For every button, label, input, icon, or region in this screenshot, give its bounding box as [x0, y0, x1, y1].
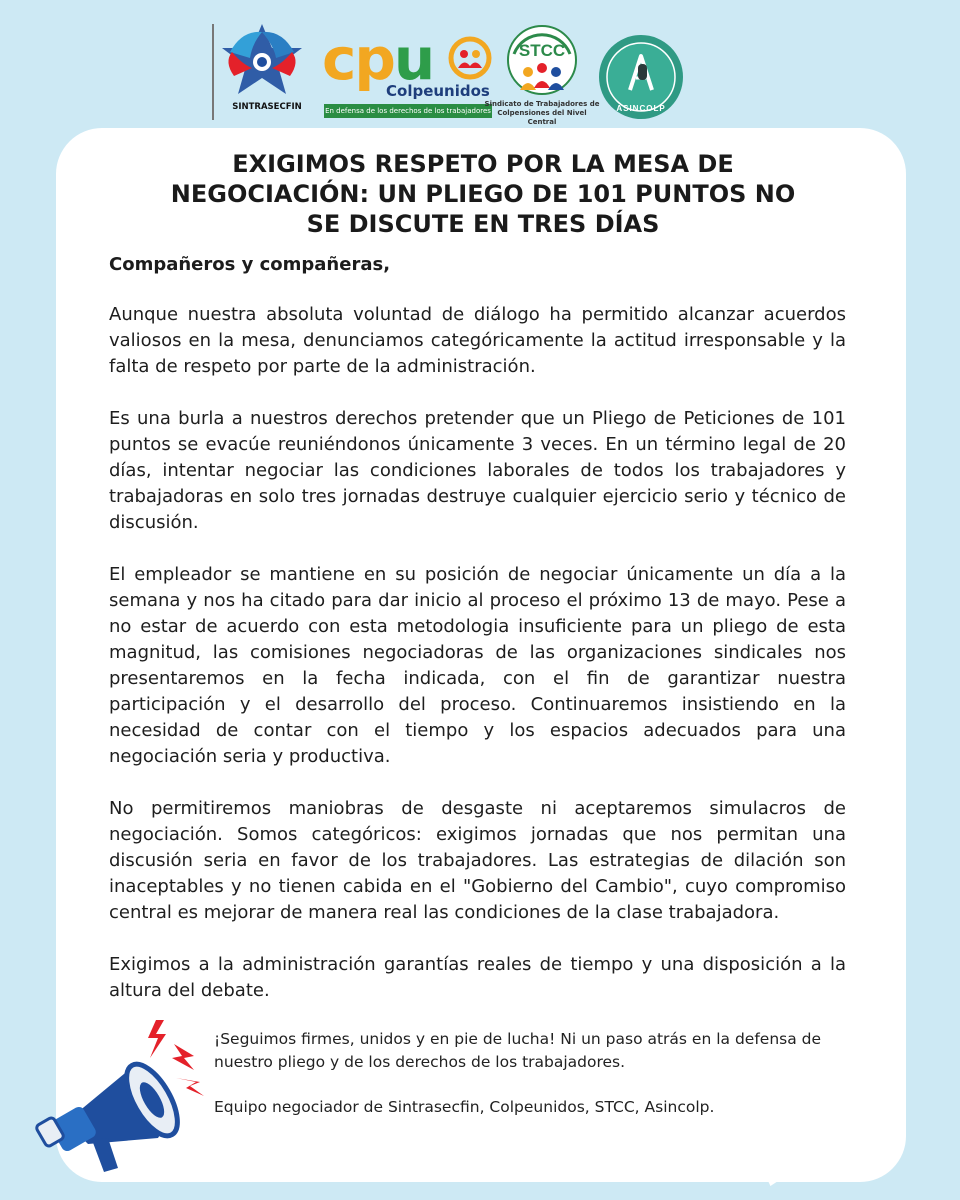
stcc-caption-line2: Colpensiones del Nivel Central — [497, 109, 587, 126]
stcc-caption — [484, 100, 600, 127]
cpu-wordmark-cp: cp — [322, 25, 394, 93]
cpu-strip: En defensa de los derechos de los trabajadores — [324, 104, 492, 118]
asincolp-logo — [598, 34, 684, 120]
stcc-caption-line1: Sindicato de Trabajadores de — [484, 100, 600, 108]
closing-signature: Equipo negociador de Sintrasecfin, Colpeunidos, STCC, Asincolp. — [214, 1098, 715, 1116]
hands-star-logo-icon — [212, 18, 312, 102]
people-circle-icon — [448, 36, 492, 80]
stcc-emblem-icon — [492, 24, 592, 100]
paragraph: El empleador se mantiene en su posición de negociar únicamente un día a la semana y nos ha citado para dar inicio al proceso el próximo 13 de mayo. Pese a no estar de acuerdo con esta metodologia insuficiente para un pliego de esta magnitud, las comisiones negociadoras de las organizaciones sindicales nos presentaremos en la fecha indicada, con el fin de garantizar nuestra participación y el desarrollo del proceso. Continuaremos insistiendo en la necesidad de contar con el tiempo y los espacios adecuados para una negociación seria y productiva. — [109, 564, 846, 767]
sintrasecfin-caption: SINTRASECFIN — [232, 102, 302, 112]
megaphone-icon — [26, 1012, 216, 1182]
closing-slogan: ¡Seguimos firmes, unidos y en pie de lucha! Ni un paso atrás en la defensa de nuestro pliego y de los derechos de los trabajadores. — [214, 1030, 822, 1071]
cpu-wordmark-u: u — [393, 25, 434, 93]
closing-block — [214, 1028, 846, 1141]
asincolp-text: ASINCOLP — [616, 104, 666, 113]
logo-divider — [212, 24, 214, 120]
cpu-subtitle: Colpeunidos — [386, 82, 490, 100]
stcc-logo — [484, 24, 600, 126]
logo-bar — [0, 0, 960, 140]
greeting: Compañeros y compañeras, — [109, 254, 391, 275]
statement-body — [109, 302, 846, 1030]
asincolp-emblem-icon — [598, 34, 684, 120]
paragraph: Exigimos a la administración garantías reales de tiempo y una disposición a la altura del debate. — [109, 954, 846, 1001]
paragraph: Es una burla a nuestros derechos pretender que un Pliego de Peticiones de 101 puntos se evacúe reuniéndonos únicamente 3 veces. En un término legal de 20 días, intentar negociar las condiciones laborales de todos los trabajadores y trabajadoras en solo tres jornadas destruye cualquier ejercicio serio y técnico de discusión. — [109, 408, 846, 533]
paragraph: No permitiremos maniobras de desgaste ni aceptaremos simulacros de negociación. Somos categóricos: exigimos jornadas que nos permitan una discusión seria en favor de los trabajadores. Las estrategias de dilación son inaceptables y no tienen cabida en el "Gobierno del Cambio", cuyo compromiso central es mejorar de manera real las condiciones de la clase trabajadora. — [109, 798, 846, 923]
sintrasecfin-logo — [212, 18, 312, 122]
cpu-wordmark — [322, 25, 434, 93]
paragraph: Aunque nuestra absoluta voluntad de diálogo ha permitido alcanzar acuerdos valiosos en la mesa, denunciamos categóricamente la actitud irresponsable y la falta de respeto por parte de la administración. — [109, 304, 846, 377]
stcc-text: STCC — [518, 41, 566, 60]
page-title: EXIGIMOS RESPETO POR LA MESA DE NEGOCIACIÓN: UN PLIEGO DE 101 PUNTOS NO SE DISCUTE EN TRES DÍAS — [170, 150, 796, 238]
colpeunidos-logo — [322, 25, 492, 126]
